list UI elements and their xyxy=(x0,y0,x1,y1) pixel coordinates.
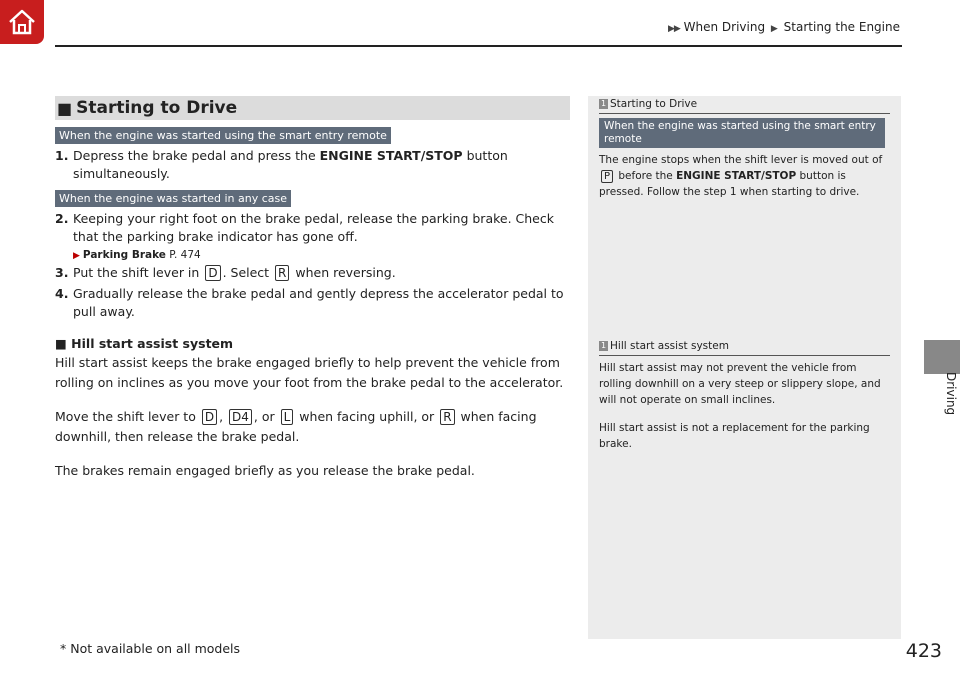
reference-arrow-icon: ▶ xyxy=(73,251,80,261)
note-condition-tag: When the engine was started using the smart entry remote xyxy=(599,118,885,148)
cross-reference-link[interactable] xyxy=(73,249,570,261)
triangle-right-icon: ▶▶ xyxy=(667,24,680,34)
main-content xyxy=(55,96,570,481)
condition-tag-remote: When the engine was started using the smart entry remote xyxy=(55,127,391,144)
hill-start-title: ■ Hill start assist system xyxy=(55,336,234,351)
note-divider xyxy=(599,355,890,356)
step-number: 4. xyxy=(55,286,69,301)
hill-start-para-3: The brakes remain engaged briefly as you release the brake pedal. xyxy=(55,463,475,478)
breadcrumb-when-driving[interactable]: When Driving xyxy=(683,20,766,34)
step-text: Put the shift lever in D . Select R when reversing. xyxy=(73,265,396,280)
reference-label: Parking Brake xyxy=(82,249,166,261)
shift-key-p: P xyxy=(601,170,613,183)
step-text: Gradually release the brake pedal and gently depress the accelerator pedal to pull away. xyxy=(73,286,564,319)
chapter-tab-label: Driving xyxy=(944,372,958,416)
step-text: Depress the brake pedal and press the ENGINE START/STOP button simultaneously. xyxy=(73,148,508,181)
chapter-tab[interactable] xyxy=(944,372,958,432)
chapter-tab-marker[interactable] xyxy=(924,340,960,374)
note-text-hill-1: Hill start assist may not prevent the vehicle from rolling downhill on a very steep or slippery slope, and will not operate on small inclines. xyxy=(599,362,881,406)
footnote: * Not available on all models xyxy=(60,641,241,656)
square-bullet-icon: ■ xyxy=(57,98,73,118)
note-heading-hill: 1 Hill start assist system xyxy=(600,340,729,352)
step-number: 1. xyxy=(55,148,69,163)
note-text-hill-2: Hill start assist is not a replacement for the parking brake. xyxy=(599,422,870,450)
triangle-right-icon: ▶ xyxy=(770,24,778,34)
step-4 xyxy=(55,285,570,321)
section-title-text: Starting to Drive xyxy=(76,98,238,118)
step-3 xyxy=(55,264,570,282)
home-icon xyxy=(7,8,37,36)
section-title xyxy=(55,96,570,120)
condition-tag-any: When the engine was started in any case xyxy=(55,190,291,207)
home-button[interactable] xyxy=(0,0,44,44)
hill-start-para-1: Hill start assist keeps the brake engaged briefly to help prevent the vehicle from rolling on inclines as you move your foot from the brake pedal to the accelerator. xyxy=(55,355,564,390)
shift-key-l: L xyxy=(281,409,294,425)
reference-page: P. 474 xyxy=(169,249,201,261)
step-2 xyxy=(55,210,570,246)
note-heading-starting: 1 Starting to Drive xyxy=(600,98,698,110)
step-number: 3. xyxy=(55,265,69,280)
breadcrumb-starting-engine[interactable]: Starting the Engine xyxy=(783,20,900,34)
hill-start-para-2: Move the shift lever to D , D4 , or L when facing uphill, or R when facing downhill, then release the brake pedal. xyxy=(55,409,537,444)
shift-key-d4: D4 xyxy=(229,409,252,425)
side-notes-panel xyxy=(588,96,901,639)
shift-key-d: D xyxy=(205,265,220,281)
square-bullet-icon: ■ xyxy=(55,336,67,351)
note-text-starting: The engine stops when the shift lever is moved out of P before the ENGINE START/STOP button is pressed. Follow the step 1 when starting to drive. xyxy=(599,154,883,198)
step-number: 2. xyxy=(55,211,69,226)
page-number: 423 xyxy=(905,640,942,662)
note-divider xyxy=(599,113,890,114)
note-number-icon: 1 xyxy=(600,341,607,350)
shift-key-r: R xyxy=(275,265,289,281)
shift-key-r: R xyxy=(440,409,454,425)
header-divider xyxy=(55,45,902,47)
step-text: Keeping your right foot on the brake pedal, release the parking brake. Check that the parking brake indicator has gone off. xyxy=(73,211,554,244)
step-1 xyxy=(55,147,570,183)
spacer xyxy=(599,200,890,338)
breadcrumb xyxy=(668,20,900,34)
shift-key-d: D xyxy=(202,409,217,425)
note-number-icon: 1 xyxy=(600,99,607,108)
